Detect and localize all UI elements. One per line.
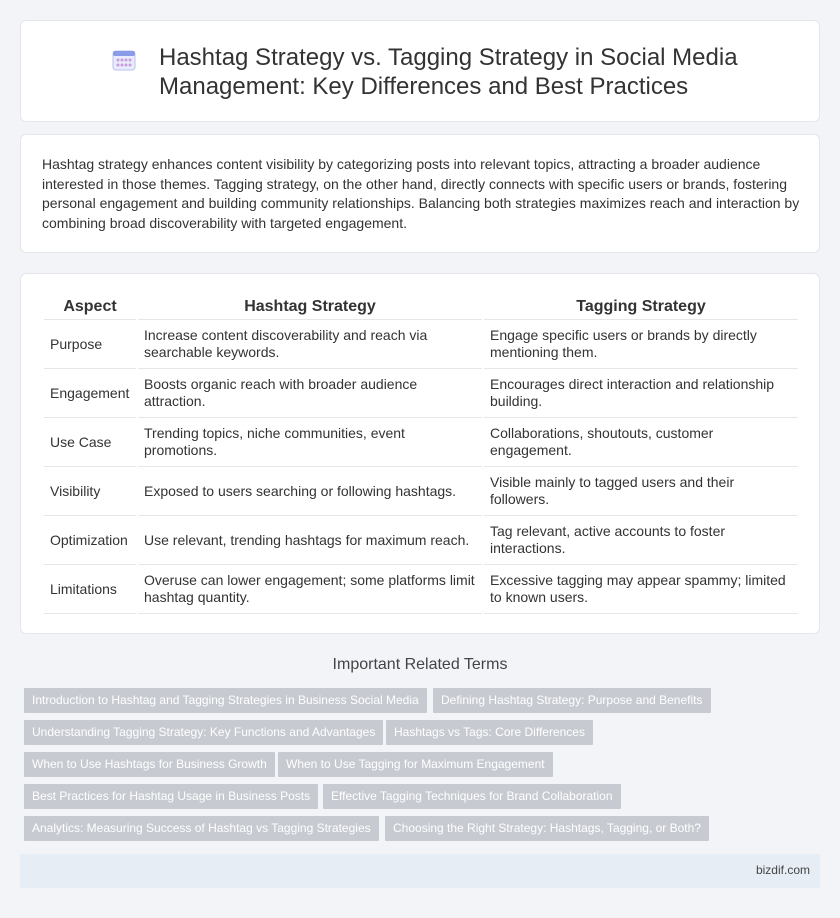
title-card xyxy=(20,20,820,122)
related-tag-tagging-techniques[interactable]: Effective Tagging Techniques for Brand Collaboration xyxy=(323,784,621,809)
row-tagging: Collaborations, shoutouts, customer engagement. xyxy=(484,418,798,467)
row-tagging: Visible mainly to tagged users and their followers. xyxy=(484,467,798,516)
header-tagging-strategy: Tagging Strategy xyxy=(484,294,798,320)
row-aspect: Use Case xyxy=(44,418,136,467)
related-tag-core-differences[interactable]: Hashtags vs Tags: Core Differences xyxy=(386,720,593,745)
intro-card xyxy=(20,134,820,253)
row-tagging: Encourages direct interaction and relationship building. xyxy=(484,369,798,418)
row-aspect: Visibility xyxy=(44,467,136,516)
title-wrap xyxy=(113,43,793,101)
table-row xyxy=(44,369,798,418)
table-row xyxy=(44,320,798,369)
footer-site[interactable]: bizdif.com xyxy=(755,863,810,877)
header-aspect: Aspect xyxy=(44,294,136,320)
row-tagging: Excessive tagging may appear spammy; limited to known users. xyxy=(484,565,798,614)
intro-paragraph: Hashtag strategy enhances content visibility by categorizing posts into relevant topics, attracting a broader audience interested in those themes. Tagging strategy, on the other hand, directly connects with specific users or brands, fostering personal engagement and building community relationships. Balancing both strategies maximizes reach and interaction by combining broad discoverability with targeted engagement. xyxy=(42,156,800,231)
page-title: Hashtag Strategy vs. Tagging Strategy in Social Media Management: Key Differences and Best Practices xyxy=(159,44,738,100)
related-tag-understanding-tagging[interactable]: Understanding Tagging Strategy: Key Functions and Advantages xyxy=(24,720,383,745)
row-hashtag: Overuse can lower engagement; some platforms limit hashtag quantity. xyxy=(138,565,482,614)
row-hashtag: Trending topics, niche communities, event promotions. xyxy=(138,418,482,467)
header-hashtag-strategy: Hashtag Strategy xyxy=(138,294,482,320)
related-tag-intro[interactable]: Introduction to Hashtag and Tagging Strategies in Business Social Media xyxy=(24,688,427,713)
row-hashtag: Increase content discoverability and reach via searchable keywords. xyxy=(138,320,482,369)
row-tagging: Engage specific users or brands by directly mentioning them. xyxy=(484,320,798,369)
related-tag-defining-hashtag[interactable]: Defining Hashtag Strategy: Purpose and Benefits xyxy=(433,688,711,713)
related-tag-analytics[interactable]: Analytics: Measuring Success of Hashtag vs Tagging Strategies xyxy=(24,816,379,841)
comparison-table xyxy=(42,294,800,614)
table-row xyxy=(44,516,798,565)
row-hashtag: Use relevant, trending hashtags for maximum reach. xyxy=(138,516,482,565)
table-row xyxy=(44,565,798,614)
row-hashtag: Exposed to users searching or following hashtags. xyxy=(138,467,482,516)
related-tag-choosing-strategy[interactable]: Choosing the Right Strategy: Hashtags, Tagging, or Both? xyxy=(385,816,709,841)
comparison-card xyxy=(20,273,820,634)
row-tagging: Tag relevant, active accounts to foster interactions. xyxy=(484,516,798,565)
row-hashtag: Boosts organic reach with broader audience attraction. xyxy=(138,369,482,418)
related-tag-hashtags-growth[interactable]: When to Use Hashtags for Business Growth xyxy=(24,752,275,777)
related-tag-best-practices[interactable]: Best Practices for Hashtag Usage in Business Posts xyxy=(24,784,318,809)
table-header-row xyxy=(44,294,798,320)
table-row xyxy=(44,467,798,516)
table-row xyxy=(44,418,798,467)
related-tag-tagging-engagement[interactable]: When to Use Tagging for Maximum Engagement xyxy=(278,752,553,777)
row-aspect: Optimization xyxy=(44,516,136,565)
footer xyxy=(20,854,820,888)
row-aspect: Limitations xyxy=(44,565,136,614)
row-aspect: Engagement xyxy=(44,369,136,418)
related-terms-title: Important Related Terms xyxy=(332,656,508,673)
row-aspect: Purpose xyxy=(44,320,136,369)
